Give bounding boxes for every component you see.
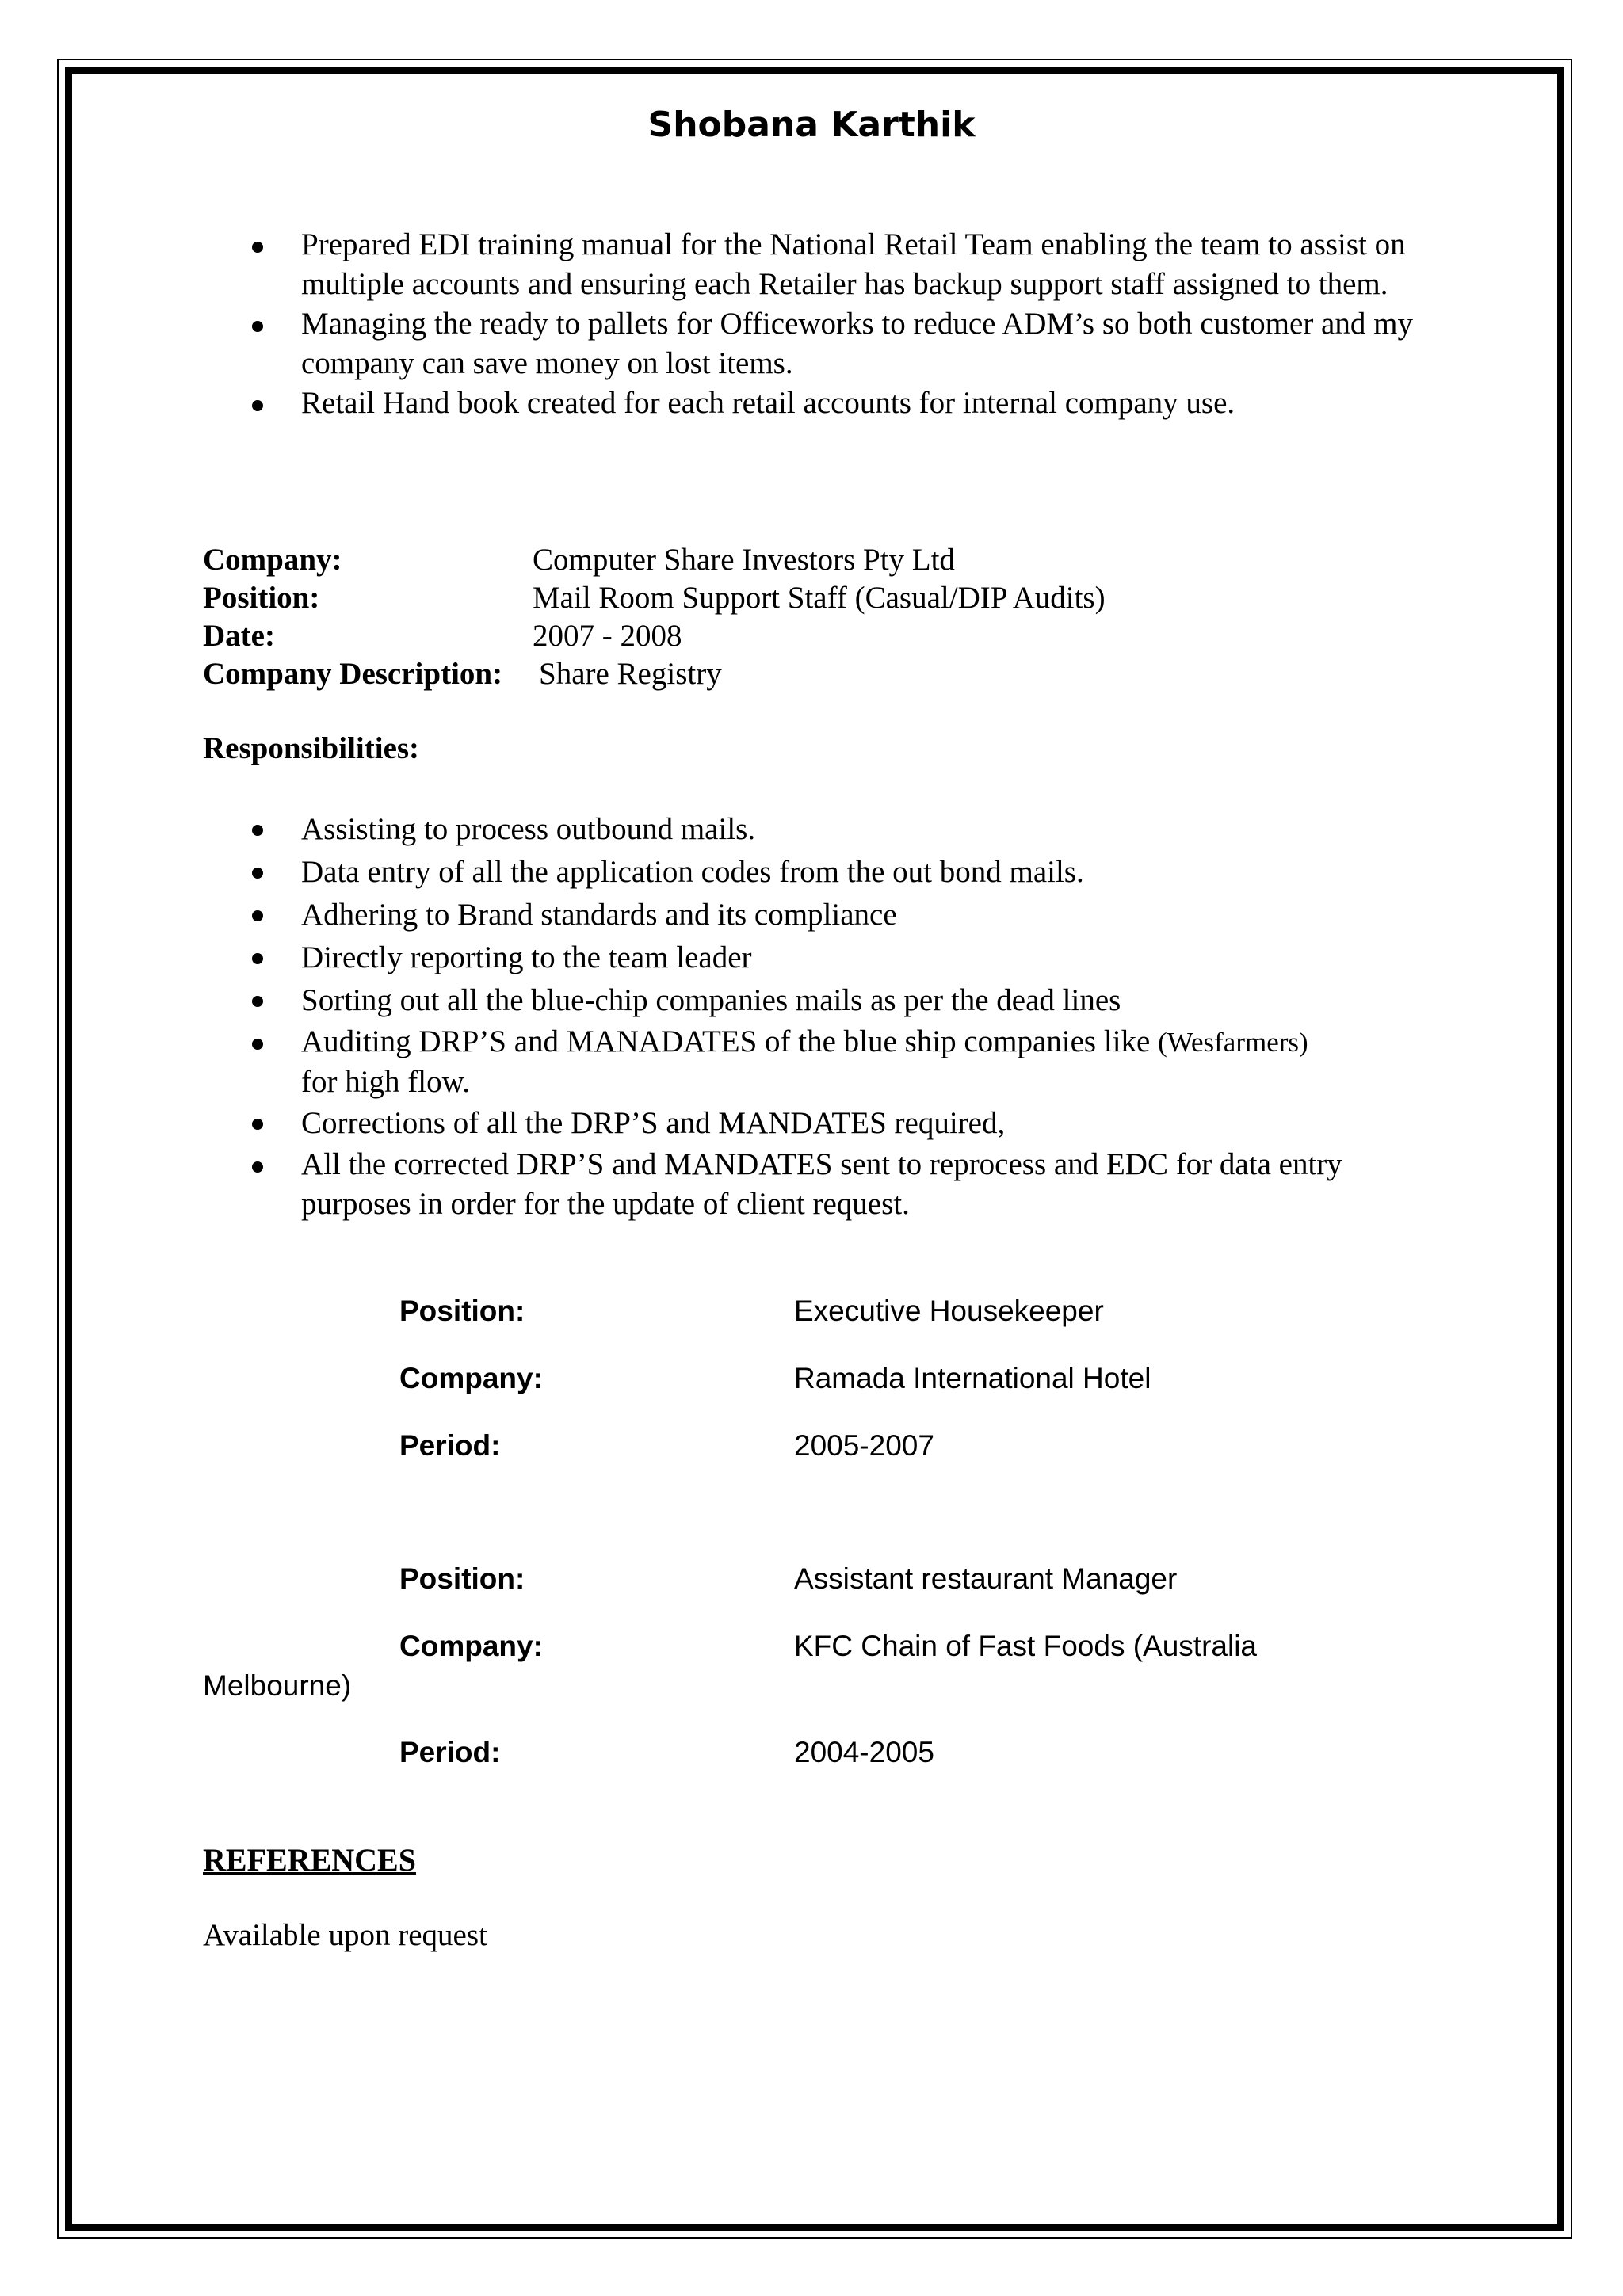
job1-company-value: Computer Share Investors Pty Ltd (533, 543, 955, 577)
job2-company-label: Company: (399, 1362, 543, 1394)
list-item (203, 1022, 1439, 1102)
job2-period-value: 2005-2007 (794, 1429, 934, 1462)
list-item: Assisting to process outbound mails. (203, 808, 1439, 851)
job2-position-value: Executive Housekeeper (794, 1295, 1104, 1327)
list-item: All the corrected DRP’S and MANDATES sent to reprocess and EDC for data entry purposes in order for the update of client request. (203, 1145, 1439, 1224)
list-item: Retail Hand book created for each retail accounts for internal company use. (203, 383, 1439, 423)
list-item: Adhering to Brand standards and its compliance (203, 894, 1439, 936)
responsibilities-list (203, 808, 1439, 1224)
references-text: Available upon request (203, 1918, 487, 1952)
job3-period-label: Period: (399, 1736, 501, 1768)
list-item: Directly reporting to the team leader (203, 936, 1439, 979)
intro-bullet-list (203, 225, 1439, 423)
responsibility-note: (Wesfarmers) (1158, 1027, 1308, 1058)
job3-position-value: Assistant restaurant Manager (794, 1562, 1178, 1595)
job2-position-label: Position: (399, 1295, 525, 1327)
list-item: Data entry of all the application codes from the out bond mails. (203, 851, 1439, 894)
list-item: Corrections of all the DRP’S and MANDATES required, (203, 1102, 1439, 1145)
job1-date-value: 2007 - 2008 (533, 619, 682, 653)
job1-position-value: Mail Room Support Staff (Casual/DIP Audits) (533, 581, 1106, 615)
job2-period-label: Period: (399, 1429, 501, 1462)
job1-company-label: Company: (203, 543, 342, 577)
list-item: Prepared EDI training manual for the National Retail Team enabling the team to assist on multiple accounts and ensuring each Retailer has backup support staff assigned to them. (203, 225, 1439, 304)
responsibility-tail: for high flow. (301, 1065, 471, 1099)
list-item: Managing the ready to pallets for Officeworks to reduce ADM’s so both customer and my company can save money on lost items. (203, 304, 1439, 383)
job3-company-value-cont: Melbourne) (203, 1669, 352, 1702)
job3-position-label: Position: (399, 1562, 525, 1595)
job3-period-value: 2004-2005 (794, 1736, 934, 1768)
responsibilities-heading: Responsibilities: (203, 731, 420, 765)
job1-description-value: Share Registry (539, 657, 722, 691)
list-item: Sorting out all the blue-chip companies mails as per the dead lines (203, 979, 1439, 1022)
job1-position-label: Position: (203, 581, 320, 615)
job1-description-label: Company Description: (203, 657, 503, 691)
job3-company-label: Company: (399, 1630, 543, 1662)
resume-name: Shobana Karthik (647, 105, 976, 145)
references-heading: REFERENCES (203, 1842, 416, 1878)
job3-company-value: KFC Chain of Fast Foods (Australia (794, 1630, 1257, 1662)
job1-date-label: Date: (203, 619, 275, 653)
responsibility-text: Auditing DRP’S and MANADATES of the blue ship companies like (301, 1024, 1151, 1058)
job2-company-value: Ramada International Hotel (794, 1362, 1151, 1394)
